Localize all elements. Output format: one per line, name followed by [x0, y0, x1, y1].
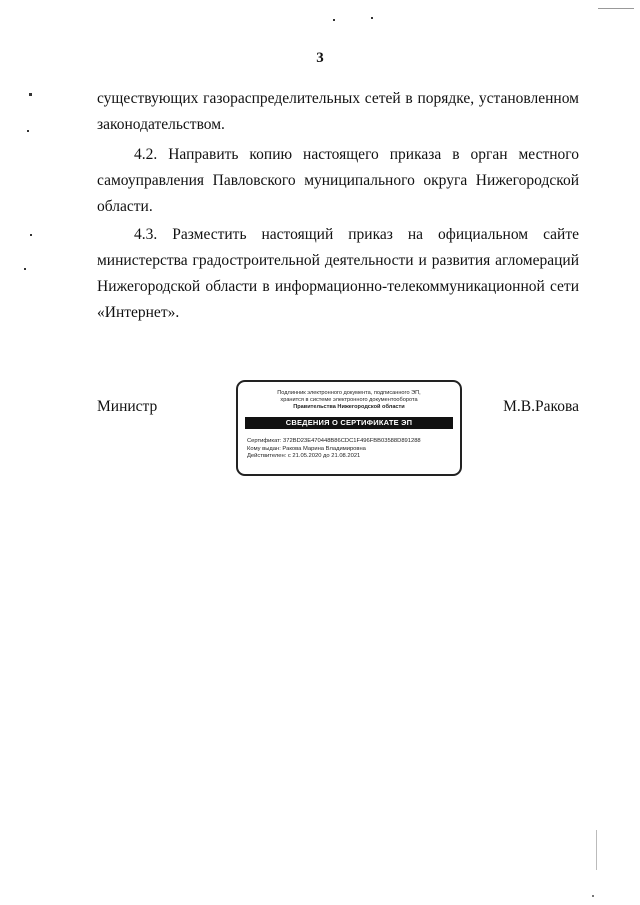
- page-number: 3: [316, 50, 324, 66]
- scan-edge-line: [598, 8, 634, 9]
- stamp-line-3: Правительства Нижегородской области: [293, 404, 405, 410]
- stamp-details: [247, 438, 460, 461]
- paragraph-continuation: существующих газораспределительных сетей в порядке, установленном законодательством.: [97, 90, 579, 133]
- stamp-header: [238, 390, 460, 411]
- scan-speck: [592, 895, 594, 897]
- paragraph-4-2: 4.2. Направить копию настоящего приказа в орган местного самоуправления Павловского муниципального округа Нижегородской области.: [97, 146, 579, 215]
- scan-speck: [29, 93, 32, 96]
- signer-position: Министр: [97, 398, 158, 415]
- stamp-line-1: Подлинник электронного документа, подписанного ЭП,: [277, 390, 421, 396]
- stamp-certificate-bar: СВЕДЕНИЯ О СЕРТИФИКАТЕ ЭП: [245, 417, 453, 429]
- scan-speck: [30, 234, 32, 236]
- scan-speck: [27, 130, 29, 132]
- scan-edge-line: [596, 830, 597, 870]
- stamp-valid: Действителен: с 21.05.2020 до 21.08.2021: [247, 453, 361, 460]
- signer-name: М.В.Ракова: [503, 398, 579, 415]
- scan-speck: [371, 17, 373, 19]
- scan-speck: [24, 268, 26, 270]
- stamp-certificate: Сертификат: 372BD23E470448B86CDC1F496FBB03588D891288: [247, 438, 421, 444]
- electronic-signature-stamp: [236, 380, 462, 476]
- stamp-line-2: хранится в системе электронного документооборота: [280, 397, 418, 403]
- scan-speck: [333, 19, 335, 21]
- stamp-issued-to: Кому выдан: Ракова Марина Владимировна: [247, 445, 366, 452]
- paragraph-4-3: 4.3. Разместить настоящий приказ на официальном сайте министерства градостроительной деятельности и развития агломераций Нижегородской области в информационно-телекоммуникационной сети «Интернет».: [97, 226, 579, 321]
